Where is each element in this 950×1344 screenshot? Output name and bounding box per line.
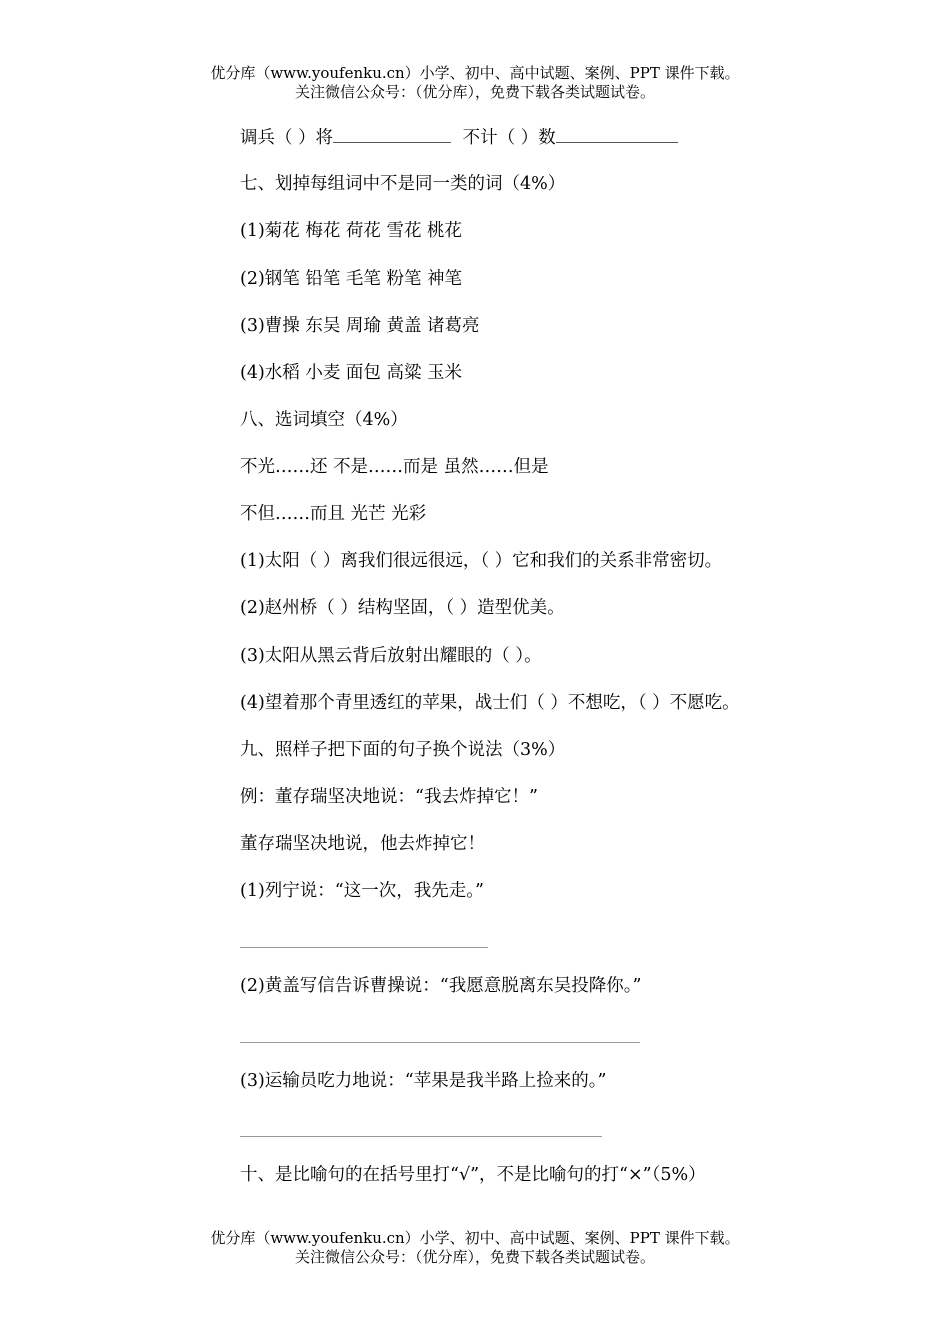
page-header-top xyxy=(0,64,950,102)
page-header-bottom xyxy=(0,1229,950,1267)
q7-item-1: (1)菊花 梅花 荷花 雪花 桃花 xyxy=(240,221,463,241)
q7-item-2: (2)钢笔 铅笔 毛笔 粉笔 神笔 xyxy=(240,269,463,289)
idiom-a: 调兵（ ）将 xyxy=(240,128,334,148)
q8-title: 八、选词填空（4%） xyxy=(240,410,408,430)
idiom-b: 不计（ ）数 xyxy=(462,128,556,148)
idiom-b-blank[interactable] xyxy=(556,126,678,143)
q10-title: 十、是比喻句的在括号里打“√”，不是比喻句的打“×”（5%） xyxy=(240,1165,706,1185)
q9-item-2: (2)黄盖写信告诉曹操说：“我愿意脱离东吴投降你。” xyxy=(240,976,642,996)
q9-answer-line-3[interactable] xyxy=(240,1136,602,1137)
q9-example-answer: 董存瑞坚决地说，他去炸掉它！ xyxy=(240,834,485,854)
q8-item-2: (2)赵州桥（ ）结构坚固，（ ）造型优美。 xyxy=(240,598,565,618)
q9-item-3: (3)运输员吃力地说：“苹果是我半路上捡来的。” xyxy=(240,1071,607,1091)
q9-example: 例：董存瑞坚决地说：“我去炸掉它！” xyxy=(240,787,538,807)
idiom-a-blank[interactable] xyxy=(333,126,451,143)
idiom-line xyxy=(240,126,678,149)
q9-title: 九、照样子把下面的句子换个说法（3%） xyxy=(240,740,566,760)
q7-item-4: (4)水稻 小麦 面包 高粱 玉米 xyxy=(240,363,463,383)
q8-item-3: (3)太阳从黑云背后放射出耀眼的（ ）。 xyxy=(240,646,542,666)
q7-item-3: (3)曹操 东吴 周瑜 黄盖 诸葛亮 xyxy=(240,316,480,336)
footer-line-2: 关注微信公众号：（优分库），免费下载各类试题试卷。 xyxy=(294,1248,655,1266)
q9-item-1: (1)列宁说：“这一次，我先走。” xyxy=(240,881,484,901)
q8-options-2: 不但……而且 光芒 光彩 xyxy=(240,504,427,524)
q9-answer-line-2[interactable] xyxy=(240,1042,640,1043)
q9-answer-line-1[interactable] xyxy=(240,947,488,948)
header-line-1: 优分库（www.youfenku.cn）小学、初中、高中试题、案例、PPT 课件下载。 xyxy=(210,64,740,82)
header-line-2: 关注微信公众号：（优分库），免费下载各类试题试卷。 xyxy=(294,83,655,101)
footer-line-1: 优分库（www.youfenku.cn）小学、初中、高中试题、案例、PPT 课件下载。 xyxy=(210,1229,740,1247)
q8-item-4: (4)望着那个青里透红的苹果，战士们（ ）不想吃，（ ）不愿吃。 xyxy=(240,693,740,713)
q8-item-1: (1)太阳（ ）离我们很远很远，（ ）它和我们的关系非常密切。 xyxy=(240,551,723,571)
q8-options-1: 不光……还 不是……而是 虽然……但是 xyxy=(240,457,549,477)
q7-title: 七、划掉每组词中不是同一类的词（4%） xyxy=(240,174,566,194)
